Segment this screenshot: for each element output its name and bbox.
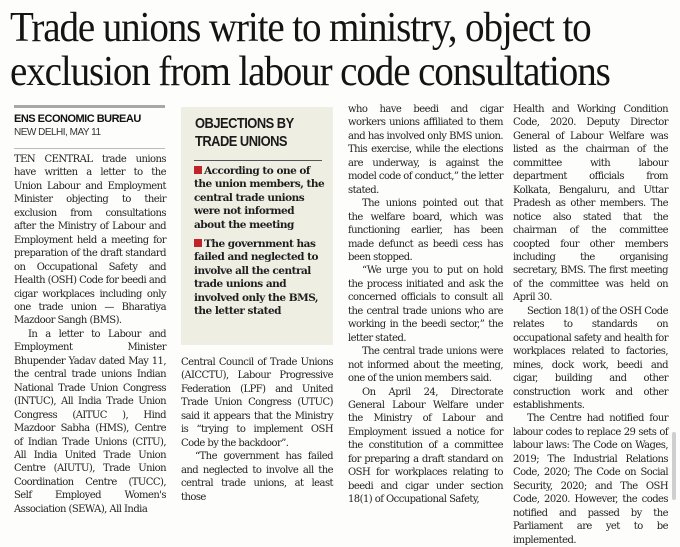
sidebar-item-text: The government has failed and neglected to involve all the central trade unions and involved only the BMS, the letter stated [194,238,319,318]
headline-line-2: exclusion from labour code consultations [10,49,610,95]
square-bullet-icon [194,166,202,174]
byline [14,113,165,139]
article-paragraph: The Centre had notified four labour codes to replace 29 sets of labour laws: The Code on Wages, 2019; The Industrial Relations Code, 2020; The Code on Social Security, 2020; and The OSH Code, 2020. However, the codes notified and passed by the Parliament are yet to be implemented. [513,413,668,546]
square-bullet-icon [194,239,202,247]
article-column-3 [348,103,503,507]
dateline: NEW DELHI, MAY 11 [14,127,101,138]
sidebar-item [194,165,326,232]
sidebar-box [181,107,333,345]
article-column-1 [14,153,166,516]
byline-bottom-rule [14,148,165,149]
article-paragraph: On April 24, Directorate General Labour Welfare under the Ministry of Labour and Employment issued a notice for the constitution of a committee for preparing a draft standard on OSH for workplaces relating to beedi and cigar under section 18(1) of Occupational Safety, [348,386,503,506]
sidebar-title [195,115,307,151]
article-paragraph: TEN CENTRAL trade unions have written a letter to the Union Labour and Employment Minister objecting to their exclusion from consultations after the Ministry of Labour and Employment held a meeting for preparation of the draft standard on Occupational Safety and Health (OSH) Code for beedi and cigar workplaces including only one trade union — Bharatiya Mazdoor Sangh (BMS). [14,154,166,327]
article-paragraph: Health and Working Condition Code, 2020. Deputy Director General of Labour Welfare was listed as the chairman of the committee with labour department officials from Kolkata, Bengaluru, and Uttar Pradesh as other members. The notice also stated that the chairman of the committee coopted four other members including the organising secretary, BMS. The first meeting of the committee was held on April 30. [513,104,668,304]
sidebar-list [194,165,326,324]
byline-bureau: ENS ECONOMIC BUREAU [14,113,141,125]
headline-line-1: Trade unions write to ministry, object to [10,5,591,51]
sidebar-item-text: According to one of the union members, the central trade unions were not informed about the meeting [194,165,325,231]
article-paragraph: The central trade unions were not informed about the meeting, one of the union members said. [348,346,503,385]
article-paragraph: who have beedi and cigar workers unions affiliated to them and has involved only BMS union. This exercise, while the elections are underway, is against the model code of conduct,” the letter stated. [348,104,503,196]
article-column-4 [513,103,668,547]
article-column-2 [181,356,333,504]
sidebar-title-line-2: TRADE UNIONS [195,133,288,150]
vertical-scrollbar[interactable] [672,432,676,500]
article-paragraph: Central Council of Trade Unions (AICCTU), Labour Progressive Federation (LPF) and United Trade Union Congress (UTUC) said it appears that the Ministry is “trying to implement OSH Code by the backdoor”. [181,357,333,449]
sidebar-rule [194,160,322,161]
article-paragraph: In a letter to Labour and Employment Minister Bhupender Yadav dated May 11, the central trade unions Indian National Trade Union Congress (INTUC), All India Trade Union Congress (AITUC ), Hind Mazdoor Sabha (HMS), Centre of Indian Trade Unions (CITU), All India United Trade Union Centre (AIUTU), Trade Union Coordination Centre (TUCC), Self Employed Women's Association (SEWA), All India [14,328,166,515]
article-paragraph: “We urge you to put on hold the process initiated and ask the concerned officials to consult all the central trade unions who are working in the beedi sector,” the letter stated. [348,265,503,344]
byline-top-rule [14,105,165,108]
article-paragraph: The unions pointed out that the welfare board, which was functioning earlier, has been made defunct as beedi cess has been stopped. [348,198,503,263]
sidebar-title-line-1: OBJECTIONS BY [195,115,294,132]
article-paragraph: “The government has failed and neglected to involve all the central trade unions, at least those [181,451,333,503]
headline [10,6,626,94]
sidebar-item [194,238,326,318]
article-paragraph: Section 18(1) of the OSH Code relates to standards on occupational safety and health for workplaces related to factories, mines, dock work, beedi and cigar, building and other construction work and other establishments. [513,305,668,411]
